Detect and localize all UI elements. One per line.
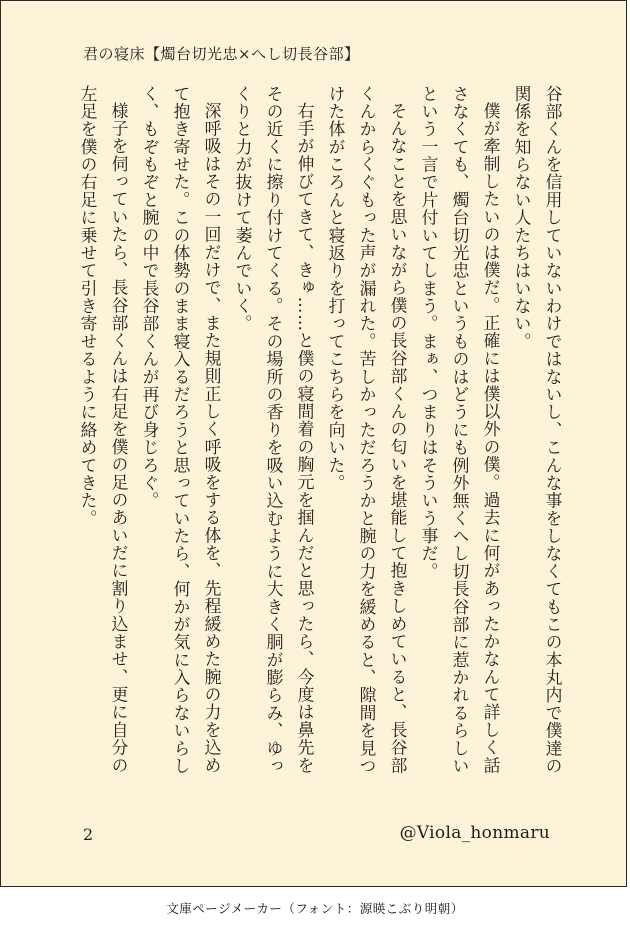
author-handle: @Viola_honmaru [399,823,550,843]
page-number: 2 [83,825,94,844]
paragraph-1: 谷部くんを信用していないわけではないし、こんな事をしなくてもこの本丸内で僕達の関係を知らない人たちはいない。 [512,85,563,775]
paragraph-5: 深呼吸はその一回だけで、また規則正しく呼吸をする体を、先程緩めた腕の力を込めて抱き寄せた。この体勢のまま寝入るだろうと思っていたら、何かが気に入らないらしく、もぞもぞと腕の中で長谷部くんが再び身じろぐ。 [140,85,222,775]
paragraph-3: そんなことを思いながら僕の長谷部くんの匂いを堪能して抱きしめていると、長谷部くんからくぐもった声が漏れた。苦しかっただろうかと腕の力を緩めると、隙間を見つけた体がころんと寝返りを打ってこちらを向いた。 [326,85,408,775]
generator-credit: 文庫ページメーカー（フォント：源暎こぶり明朝） [166,901,464,916]
paragraph-2: 僕が牽制したいのは僕だ。正確には僕以外の僕。過去に何があったかなんて詳しく話さなくても、燭台切光忠というものはどうにも例外無くへし切長谷部に惹かれるらしいという一言で片付いてしまう。まぁ、つまりはそういう事だ。 [419,85,501,775]
paragraph-6: 様子を伺っていたら、長谷部くんは右足を僕の足のあいだに割り込ませ、更に自分の左足を僕の右足に乗せて引き寄せるように絡めてきた。 [78,85,129,775]
page-header-title: 君の寝床【燭台切光忠×へし切長谷部】 [83,45,360,63]
paragraph-4: 右手が伸びてきて、きゅ……と僕の寝間着の胸元を掴んだと思ったら、今度は鼻先をその近くに擦り付けてくる。その場所の香りを吸い込むように大きく胴が膨らみ、ゆっくりと力が抜けて萎んでいく。 [233,85,315,775]
vertical-body-text [72,85,568,775]
